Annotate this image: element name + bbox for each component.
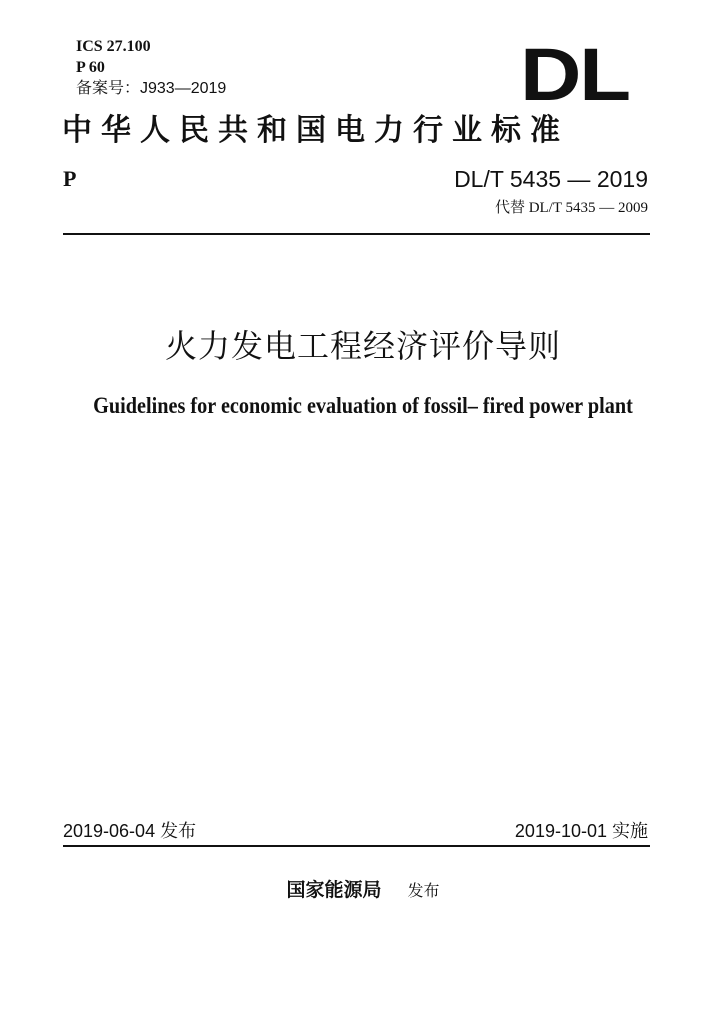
standard-title: 中华人民共和国电力行业标准 [62, 113, 569, 148]
ics-code: ICS 27.100 [76, 38, 151, 55]
footer-divider [63, 845, 650, 847]
dl-logo: DL [520, 33, 629, 116]
classification-code: P 60 [76, 59, 105, 76]
document-title-cn: 火力发电工程经济评价导则 [164, 327, 561, 365]
standard-number: DL/T 5435 — 2019 [454, 166, 648, 192]
replaces-standard: 代替 DL/T 5435 — 2009 [494, 200, 648, 216]
issuer-line [0, 878, 726, 903]
effective-date: 2019-10-01 实施 [514, 821, 648, 841]
issue-date: 2019-06-04 发布 [63, 821, 197, 841]
record-number: 备案号：J933—2019 [76, 80, 227, 97]
issuer-action: 发布 [407, 881, 440, 900]
header-divider [63, 233, 650, 235]
category-letter: P [63, 166, 77, 191]
document-title-en: Guidelines for economic evaluation of fossil– fired power plant [93, 393, 633, 418]
issuer-name: 国家能源局 [286, 879, 382, 901]
